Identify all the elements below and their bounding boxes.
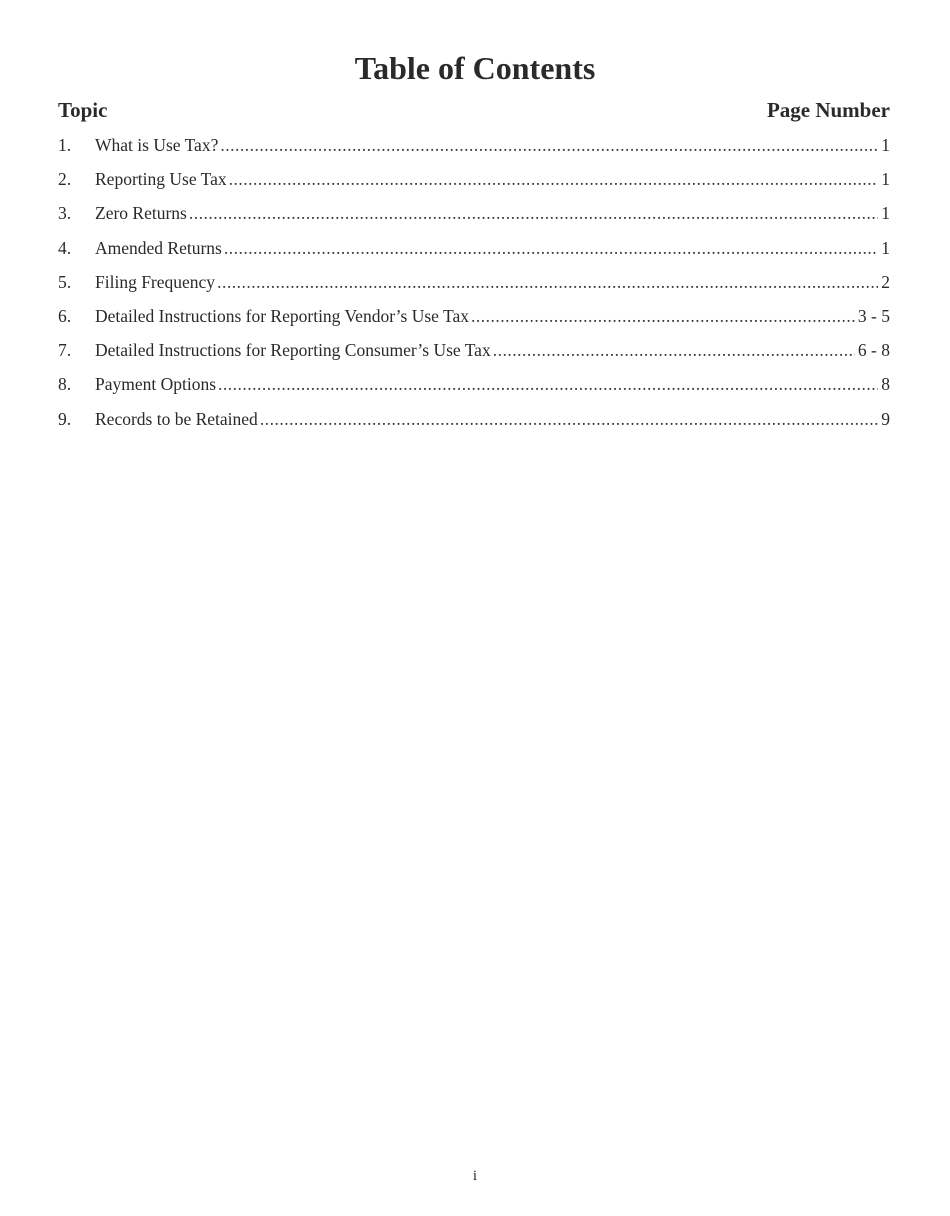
- dot-leader: [220, 132, 878, 158]
- entry-page: 3 - 5: [857, 305, 890, 326]
- entry-number: 5.: [58, 271, 72, 292]
- toc-entry: [58, 235, 890, 269]
- toc-entry: [58, 371, 890, 405]
- toc-entry: [58, 166, 890, 200]
- entry-number: 7.: [58, 340, 72, 361]
- entry-number: 8.: [58, 374, 72, 395]
- toc-entry: [58, 303, 890, 337]
- entry-topic: Amended Returns: [95, 237, 222, 258]
- dot-leader: [471, 303, 855, 329]
- entry-topic: Payment Options: [95, 374, 217, 395]
- dot-leader: [224, 235, 878, 261]
- toc-entry: [58, 269, 890, 303]
- entry-page: 1: [881, 237, 890, 258]
- dot-leader: [189, 200, 878, 226]
- dot-leader: [229, 166, 879, 192]
- entry-page: 6 - 8: [857, 340, 890, 361]
- entry-number: 2.: [58, 169, 72, 190]
- entry-topic: Filing Frequency: [95, 271, 216, 292]
- page-number-header: Page Number: [766, 98, 890, 122]
- entry-topic: Records to be Retained: [95, 408, 258, 429]
- entry-page: 1: [881, 169, 890, 190]
- toc-entry: [58, 406, 890, 440]
- dot-leader: [260, 406, 878, 432]
- dot-leader: [218, 371, 878, 397]
- entry-number: 6.: [58, 305, 72, 326]
- entry-topic: What is Use Tax?: [95, 135, 219, 155]
- entry-topic: Detailed Instructions for Reporting Vendor’s Use Tax: [95, 305, 469, 326]
- toc-entry: [58, 337, 890, 371]
- entry-page: 1: [881, 135, 890, 155]
- entry-topic: Zero Returns: [95, 203, 187, 224]
- entry-page: 8: [881, 374, 890, 395]
- entry-page: 2: [881, 271, 890, 292]
- toc-list: [58, 132, 890, 440]
- entry-topic: Detailed Instructions for Reporting Consumer’s Use Tax: [95, 340, 491, 361]
- dot-leader: [493, 337, 855, 363]
- entry-number: 3.: [58, 203, 72, 224]
- toc-entry: [58, 200, 890, 234]
- column-headers: [58, 96, 890, 124]
- toc-entry: [58, 132, 890, 166]
- entry-number: 4.: [58, 237, 72, 258]
- entry-number: 1.: [58, 135, 72, 155]
- page-title: Table of Contents: [354, 50, 596, 86]
- page-footer-number: i: [472, 1168, 478, 1184]
- entry-topic: Reporting Use Tax: [95, 169, 227, 190]
- entry-page: 1: [881, 203, 890, 224]
- dot-leader: [217, 269, 878, 295]
- entry-page: 9: [881, 408, 890, 429]
- entry-number: 9.: [58, 408, 72, 429]
- topic-header: Topic: [58, 98, 108, 122]
